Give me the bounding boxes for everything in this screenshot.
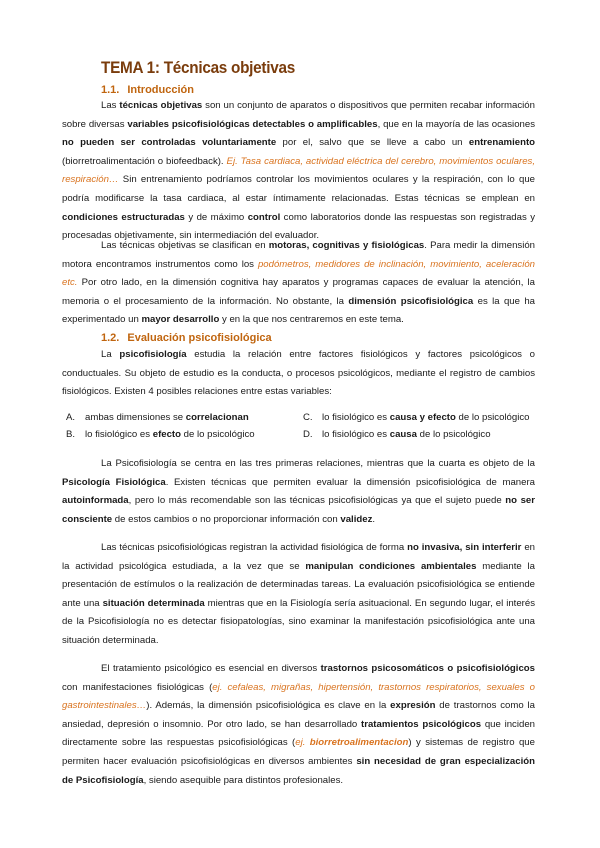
section-label: Introducción: [127, 84, 194, 96]
text-run: por el, salvo que se lleve a cabo un: [276, 137, 469, 149]
example-text: biorretroalimentacion: [309, 737, 409, 749]
bold-text: expresión: [390, 700, 436, 712]
text-run: ). Además, la dimensión psicofisiológica es clave en la: [146, 700, 391, 712]
text-run: ambas dimensiones se: [85, 412, 186, 423]
text-run: El tratamiento psicológico es esencial en diversos: [101, 663, 321, 674]
text-run: en la actividad psicológica estudiada, a la vez que se: [62, 542, 535, 572]
text-run: . Existen técnicas que permiten evaluar la dimensión psicofisiológica de manera: [165, 476, 535, 488]
text-run: de trastornos como la ansiedad, depresión o insomnio. Por otro lado, se han desarrollado: [62, 700, 535, 730]
paragraph: [62, 455, 535, 529]
list-letter: A.: [66, 412, 76, 423]
list-item: [66, 426, 303, 443]
list-letter: C.: [303, 412, 313, 423]
text-run: de lo psicológico: [455, 412, 530, 423]
relations-list: [66, 409, 536, 443]
text-run: , que en la mayoría de las ocasiones: [377, 118, 535, 130]
list-letter: B.: [66, 429, 76, 440]
bold-text: tratamientos psicológicos: [361, 718, 482, 730]
bold-text: correlacionan: [185, 412, 249, 423]
bold-text: psicofisiología: [119, 349, 187, 360]
section-heading-evaluacion: [101, 332, 272, 344]
example-text: podómetros, medidores de inclinación, movimiento, aceleración etc.: [62, 258, 535, 289]
text-run: de estos cambios o no proporcionar información con: [112, 513, 341, 525]
text-run: y en la que nos centraremos en este tema.: [219, 314, 404, 326]
bold-text: condiciones estructuradas: [62, 211, 185, 223]
bold-text: técnicas objetivas: [119, 100, 203, 111]
bold-text: mayor desarrollo: [141, 314, 220, 326]
paragraph: [62, 660, 535, 790]
bold-text: control: [247, 211, 281, 223]
text-run: Sin entrenamiento podríamos controlar los movimientos oculares y la respiración, con lo que podría modificarse la tasa cardiaca, al estar íntimamente relacionadas. Estas técnicas se emplean en: [62, 174, 535, 204]
text-run: , pero lo más recomendable son las técnicas psicofisiológicas ya que el sujeto puede: [128, 495, 506, 507]
paragraph: [62, 237, 535, 330]
list-letter: D.: [303, 429, 313, 440]
bold-text: dimensión psicofisiológica: [348, 295, 474, 307]
bold-text: no invasiva, sin interferir: [407, 542, 522, 553]
text-run: lo fisiológico es: [322, 429, 390, 440]
paragraph: [62, 346, 535, 402]
bold-text: motoras, cognitivas y fisiológicas: [268, 240, 425, 251]
section-number: 1.1.: [101, 84, 120, 96]
text-run: Las: [101, 100, 120, 111]
text-run: Por otro lado, en la dimensión cognitiva hay aparatos y programas capaces de evaluar la atención, la memoria o el procesamiento de la información. No obstante, la: [62, 277, 535, 307]
example-text: ej.: [295, 737, 310, 749]
bold-text: causa y efecto: [389, 412, 456, 423]
text-run: y de máximo: [184, 211, 248, 223]
text-run: lo fisiológico es: [85, 429, 153, 440]
bold-text: no ser consciente: [62, 495, 535, 525]
text-run: La: [101, 349, 120, 360]
text-run: .: [372, 513, 376, 525]
text-run: lo fisiológico es: [322, 412, 390, 423]
bold-text: trastornos psicosomáticos o psicofisiológicos: [320, 663, 535, 674]
bold-text: manipulan condiciones ambientales: [305, 560, 477, 572]
text-run: de lo psicológico: [416, 429, 491, 440]
list-item: [303, 426, 536, 443]
text-run: ) y sistemas de registro que permiten hacer evaluación psicofisiológicas en diversos ambientes: [62, 737, 535, 767]
bold-text: Psicología Fisiológica: [62, 476, 166, 488]
paragraph: [62, 539, 535, 651]
bold-text: sin necesidad de gran especialización de Psicofisiología: [62, 755, 535, 786]
text-run: , siendo asequible para distintos profesionales.: [143, 774, 344, 786]
example-text: Ej. Tasa cardiaca, actividad eléctrica del cerebro, movimientos oculares, respiración…: [62, 155, 535, 186]
text-run: como laboratorios donde las respuestas son registradas y procesadas objetivamente, sin intermediación del evaluador.: [62, 211, 535, 242]
text-run: La Psicofisiología se centra en las tres primeras relaciones, mientras que la cuarta es objeto de la: [101, 458, 535, 469]
text-run: Las técnicas objetivas se clasifican en: [101, 240, 269, 251]
section-number: 1.2.: [101, 332, 120, 344]
page-title: TEMA 1: Técnicas objetivas: [101, 58, 295, 77]
text-run: Las técnicas psicofisiológicas registran la actividad fisiológica de forma: [101, 542, 408, 553]
list-item: [303, 409, 536, 426]
bold-text: variables psicofisiológicas detectables o amplificables: [127, 118, 378, 130]
text-run: (biorretroalimentación o biofeedback).: [62, 155, 227, 167]
bold-text: situación determinada: [102, 597, 205, 609]
text-run: mientras que en la Fisiología sería asituacional. En segundo lugar, el interés de la Psicofisiología no es detectar fisiopatologías, sino examinar la manifestación psicofisiológica ante una situación determinada.: [62, 597, 535, 646]
bold-text: autoinformada: [62, 495, 129, 507]
bold-text: validez: [340, 513, 373, 525]
text-run: . Para medir la dimensión motora encontramos instrumentos como los: [62, 240, 535, 270]
text-run: estudia la relación entre factores fisiológicos y factores psicológicos o conductuales. Su objeto de estudio es la conducta, o procesos psicológicos, mediante el registro de cambios fisiológicos. Existen 4 posibles relaciones entre estas variables:: [62, 349, 535, 398]
list-item: [66, 409, 303, 426]
text-run: mediante la presentación de estímulos o la realización de determinadas tareas. La evaluación psicofisiológica se entiende ante una: [62, 560, 536, 609]
text-run: es la que ha experimentado un: [62, 295, 536, 326]
example-text: ej. cefaleas, migrañas, hipertensión, trastornos respiratorios, sexuales o gastrointestinales…: [62, 681, 535, 712]
bold-text: efecto: [152, 429, 181, 440]
text-run: que inciden directamente sobre las respuestas psicofisiológicas (: [62, 718, 535, 749]
text-run: son un conjunto de aparatos o dispositivos que permiten recabar información sobre diversas: [62, 100, 535, 130]
bold-text: entrenamiento: [468, 137, 535, 149]
paragraph: [62, 97, 535, 246]
bold-text: no pueden ser controladas voluntariamente: [62, 137, 277, 149]
section-heading-introduccion: [101, 84, 194, 96]
bold-text: causa: [389, 429, 417, 440]
text-run: de lo psicológico: [181, 429, 255, 440]
section-label: Evaluación psicofisiológica: [127, 332, 272, 344]
text-run: con manifestaciones fisiológicas (: [62, 681, 213, 693]
